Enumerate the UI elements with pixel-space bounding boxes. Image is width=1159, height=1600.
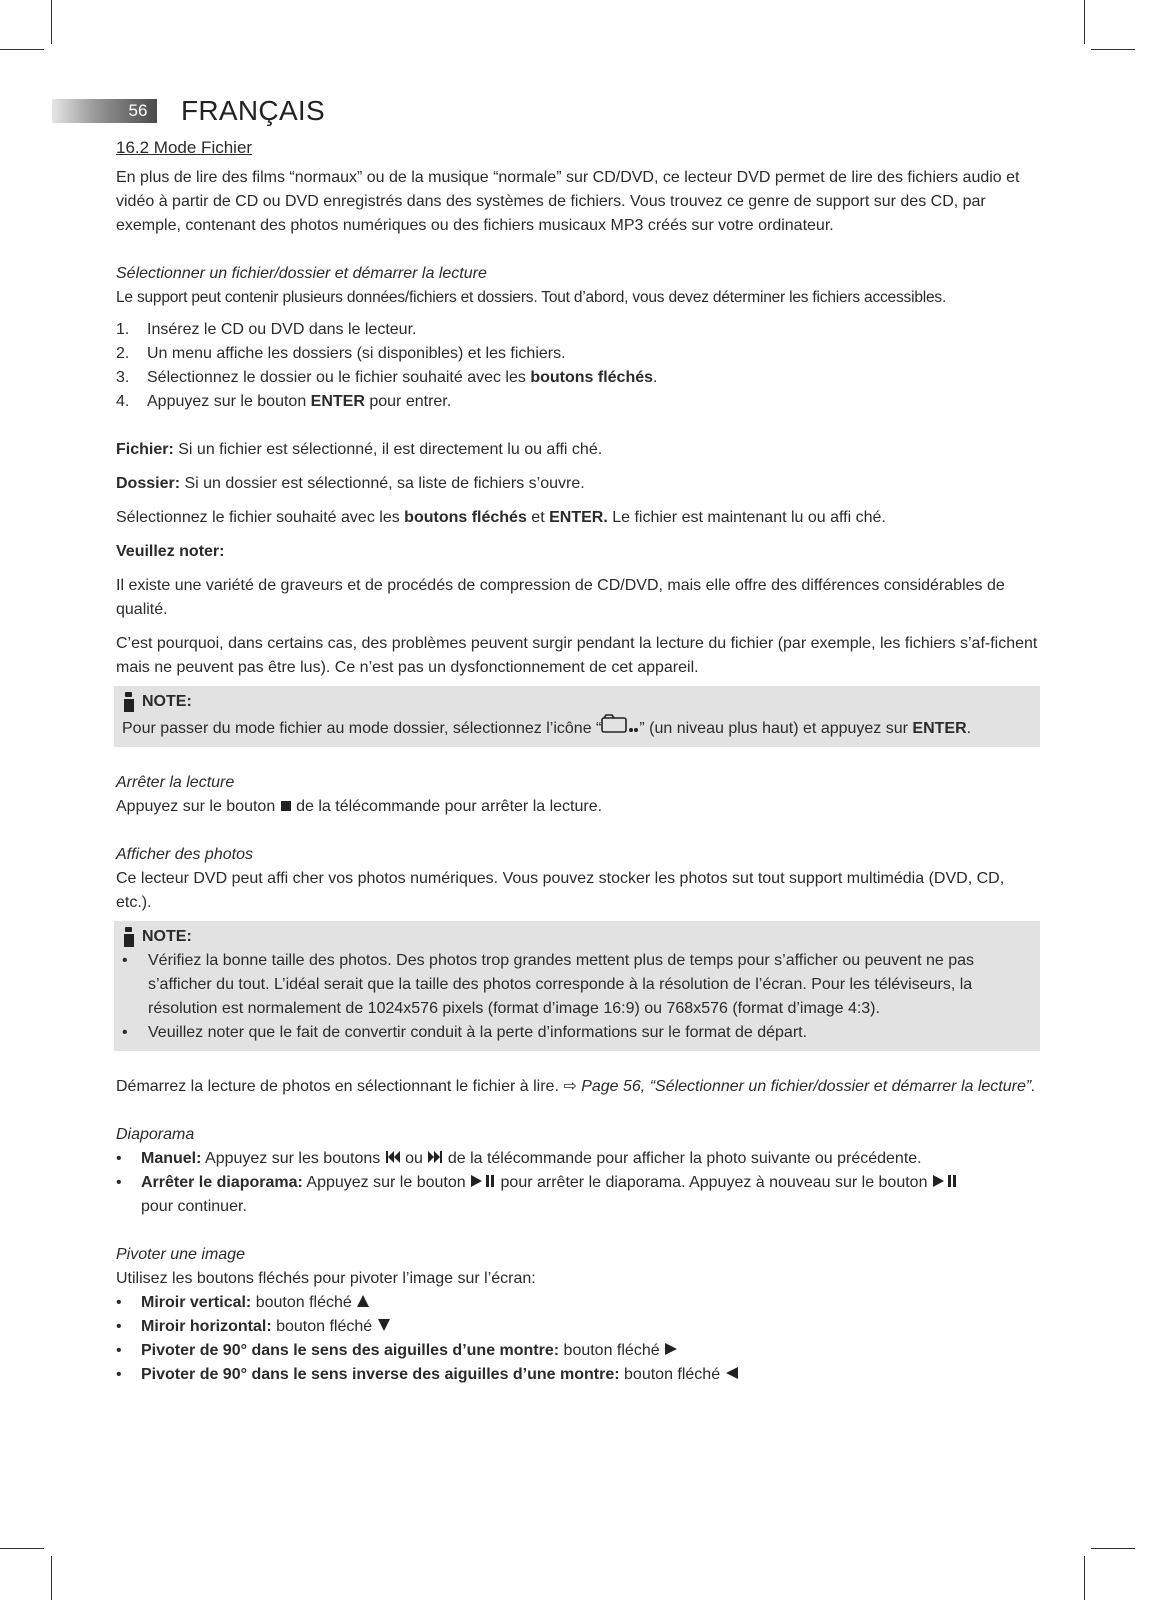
folder-up-icon <box>601 714 639 734</box>
note-paragraph-1: Il existe une variété de graveurs et de procédés de compression de CD/DVD, mais elle offre des différences considérables de qualité. <box>116 577 1005 618</box>
list-item: • Miroir vertical: bouton fléché <box>116 1291 1040 1315</box>
note-box <box>114 686 1040 747</box>
rotate-intro: Utilisez les boutons fléchés pour pivoter l’image sur l’écran: <box>116 1270 536 1287</box>
crop-mark <box>1084 0 1085 44</box>
list-item: 2. Un menu affiche les dossiers (si disponibles) et les fichiers. <box>116 345 566 362</box>
list-item: • Pivoter de 90° dans le sens des aiguilles d’une montre: bouton fléché <box>116 1339 1040 1363</box>
photos-paragraph: Ce lecteur DVD peut affi cher vos photos numériques. Vous pouvez stocker les photos sut tout support multimédia (DVD, CD, etc.). <box>116 870 1005 911</box>
subheading-rotate: Pivoter une image <box>116 1246 245 1263</box>
crop-mark <box>0 1548 44 1549</box>
list-item: • Pivoter de 90° dans le sens inverse des aiguilles d’une montre: bouton fléché <box>116 1363 1040 1387</box>
crop-mark <box>1091 49 1135 50</box>
note-box <box>114 921 1040 1051</box>
list-item: 1. Insérez le CD ou DVD dans le lecteur. <box>116 321 417 338</box>
page-reference-link[interactable]: Page 56, “Sélectionner un fichier/dossier et démarrer la lecture”. <box>576 1078 1036 1095</box>
list-item: • Veuillez noter que le fait de convertir conduit à la perte d’informations sur le format de départ. <box>122 1024 808 1041</box>
arrow-up-icon <box>356 1294 370 1308</box>
intro-paragraph: En plus de lire des films “normaux” ou de la musique “normale” sur CD/DVD, ce lecteur DVD permet de lire des fichiers audio et vidéo à partir de CD ou DVD enregistrés dans des systèmes de fichiers. Vous trouvez ce genre de support sur des CD, par exemple, contenant des photos numériques ou des fichiers musicaux MP3 créés sur votre ordinateur. <box>116 169 1020 234</box>
list-item: • Vérifiez la bonne taille des photos. Des photos trop grandes mettent plus de temps pour s’afficher ou peuvent ne pas s’afficher du tout. L’idéal serait que la taille des photos corresponde à la résolution de l’écran. Pour les téléviseurs, la résolution est normalement de 1024x576 pixels (format d’image 16:9) ou 768x576 (format d’image 4:3). <box>122 952 974 1017</box>
info-icon <box>122 927 136 947</box>
select-intro: Le support peut contenir plusieurs données/fichiers et dossiers. Tout d’abord, vous devez déterminer les fichiers accessibles. <box>116 289 947 306</box>
section-title: 16.2 Mode Fichier <box>116 138 253 157</box>
stop-icon <box>280 800 292 812</box>
subheading-select: Sélectionner un fichier/dossier et démarrer la lecture <box>116 265 487 282</box>
subheading-photos: Afficher des photos <box>116 846 253 863</box>
fichier-paragraph: Fichier: Si un fichier est sélectionné, il est directement lu ou affi ché. <box>116 441 603 458</box>
crop-mark <box>1091 1548 1135 1549</box>
arrow-down-icon <box>377 1318 391 1332</box>
play-pause-icon <box>470 1174 496 1188</box>
crop-mark <box>51 0 52 44</box>
list-item: 4. Appuyez sur le bouton ENTER pour entrer. <box>116 393 452 410</box>
page-number: 56 <box>128 101 148 120</box>
start-photos-paragraph: Démarrez la lecture de photos en sélectionnant le fichier à lire. ⇨ Page 56, “Sélectionner un fichier/dossier et démarrer la lecture”. <box>116 1078 1036 1095</box>
note-paragraph-2: C’est pourquoi, dans certains cas, des problèmes peuvent surgir pendant la lecture du fichier (par exemple, les fichiers s’af-fichent mais ne peuvent pas être lus). Ce n’est pas un dysfonctionnement de cet appareil. <box>116 635 1038 676</box>
info-icon <box>122 692 136 712</box>
arrow-reference-icon: ⇨ <box>563 1078 577 1095</box>
note-label: Veuillez noter: <box>116 543 225 560</box>
crop-mark <box>1084 1556 1085 1600</box>
choose-paragraph: Sélectionnez le fichier souhaité avec les boutons fléchés et ENTER. Le fichier est maintenant lu ou affi ché. <box>116 509 886 526</box>
note-box-label: NOTE: <box>142 928 192 945</box>
list-item: • Miroir horizontal: bouton fléché <box>116 1315 1040 1339</box>
crop-mark <box>0 49 44 50</box>
note-list <box>122 949 1032 1045</box>
list-item: 3. Sélectionnez le dossier ou le fichier souhaité avec les boutons fléchés. <box>116 369 658 386</box>
rotate-list <box>116 1291 1040 1387</box>
subheading-slideshow: Diaporama <box>116 1126 195 1143</box>
page-title: FRANÇAIS <box>181 95 325 126</box>
play-pause-icon <box>932 1174 958 1188</box>
skip-previous-icon <box>385 1150 401 1164</box>
note-box-text: Pour passer du mode fichier au mode dossier, sélectionnez l’icône “ ” (un niveau plus haut) et appuyez sur ENTER. <box>122 714 1032 741</box>
list-item: • Arrêter le diaporama: Appuyez sur le bouton pour arrêter le diaporama. Appuyez à nouveau sur le bouton pour continuer. <box>116 1171 1040 1219</box>
page-content <box>116 136 1040 1387</box>
dossier-paragraph: Dossier: Si un dossier est sélectionné, sa liste de fichiers s’ouvre. <box>116 475 585 492</box>
crop-mark <box>51 1556 52 1600</box>
note-box-label: NOTE: <box>142 693 192 710</box>
skip-next-icon <box>427 1150 443 1164</box>
stop-paragraph: Appuyez sur le bouton de la télécommande pour arrêter la lecture. <box>116 798 603 815</box>
subheading-stop: Arrêter la lecture <box>116 774 235 791</box>
slideshow-list <box>116 1147 1040 1219</box>
steps-list <box>116 318 1040 414</box>
list-item: • Manuel: Appuyez sur les boutons ou de la télécommande pour afficher la photo suivante ou précédente. <box>116 1150 922 1167</box>
arrow-left-icon <box>725 1366 739 1380</box>
arrow-right-icon <box>664 1342 678 1356</box>
